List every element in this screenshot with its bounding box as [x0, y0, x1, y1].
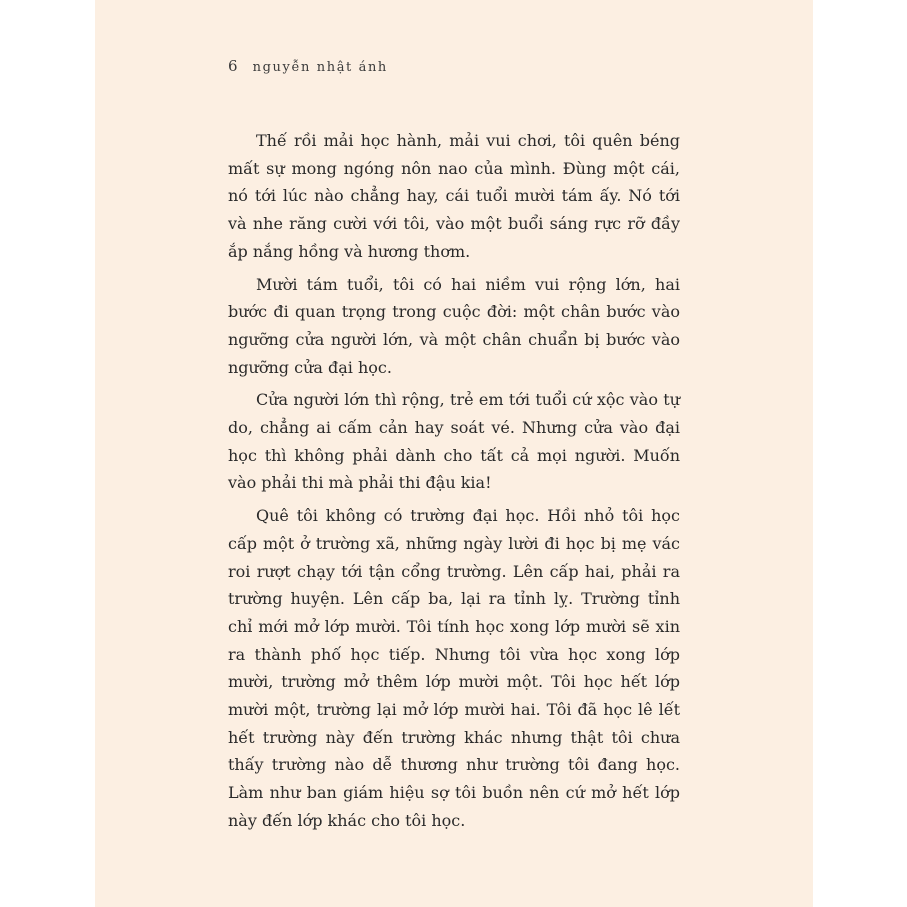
paragraph: Cửa người lớn thì rộng, trẻ em tới tuổi cứ xộc vào tự do, chẳng ai cấm cản hay soát vé. Nhưng cửa vào đại học thì không phải dành cho tất cả mọi người. Muốn vào phải thi mà phải thi đậu kia!	[228, 390, 680, 493]
author-name: nguyễn nhật ánh	[252, 60, 388, 75]
paragraph: Mười tám tuổi, tôi có hai niềm vui rộng lớn, hai bước đi quan trọng trong cuộc đời: một chân bước vào ngưỡng cửa người lớn, và một chân chuẩn bị bước vào ngưỡng cửa đại học.	[228, 274, 680, 377]
paragraph: Quê tôi không có trường đại học. Hồi nhỏ tôi học cấp một ở trường xã, những ngày lười đi học bị mẹ vác roi rượt chạy tới tận cổng trường. Lên cấp hai, phải ra trường huyện. Lên cấp ba, lại ra tỉnh lỵ. Trường tỉnh chỉ mới mở lớp mười. Tôi tính học xong lớp mười sẽ xin ra thành phố học tiếp. Nhưng tôi vừa học xong lớp mười, trường mở thêm lớp mười một. Tôi học hết lớp mười một, trường lại mở lớp mười hai. Tôi đã học lê lết hết trường này đến trường khác nhưng thật tôi chưa thấy trường nào dễ thương như trường tôi đang học. Làm như ban giám hiệu sợ tôi buồn nên cứ mở hết lớp này đến lớp khác cho tôi học.	[228, 506, 680, 830]
body-text	[228, 127, 680, 840]
page-number: 6	[228, 57, 238, 75]
paragraph: Thế rồi mải học hành, mải vui chơi, tôi quên béng mất sự mong ngóng nôn nao của mình. Đùng một cái, nó tới lúc nào chẳng hay, cái tuổi mười tám ấy. Nó tới và nhe răng cười với tôi, vào một buổi sáng rực rỡ đầy ắp nắng hồng và hương thơm.	[228, 131, 680, 261]
book-page	[95, 0, 813, 907]
running-head	[228, 56, 388, 75]
